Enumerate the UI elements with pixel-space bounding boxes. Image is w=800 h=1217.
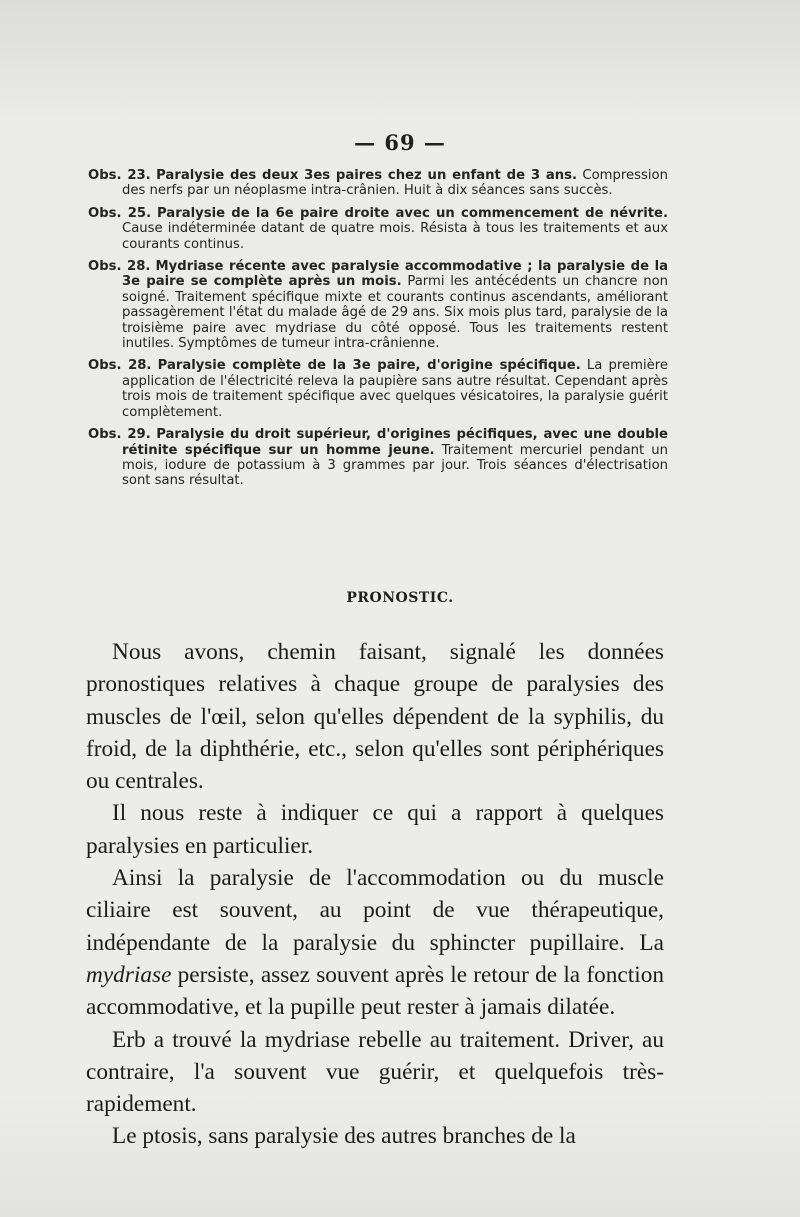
observation-label: Obs. 25. — [88, 205, 152, 221]
paragraph-4: Erb a trouvé la mydriase rebelle au traitement. Driver, au contraire, l'a souvent vue guérir, et quelquefois très-rapidement. — [86, 1026, 664, 1118]
observation-title: Paralysie du droit supérieur, d'origines pécifiques, avec une double rétinite spécifique sur un homme jeune. — [122, 427, 668, 458]
observation-title: Paralysie complète de la 3e paire, d'origine spécifique. — [157, 358, 581, 374]
observation-text: Traitement mercuriel pendant un mois, iodure de potassium à 3 grammes par jour. Trois séances d'électrisation sont sans résultat. — [122, 442, 668, 489]
observation-title: Mydriase récente avec paralysie accommodative ; la paralysie de la 3e paire se complète après un mois. — [122, 259, 668, 290]
body-text — [86, 636, 664, 1153]
observation-text: Parmi les antécédents un chancre non soigné. Traitement spécifique mixte et courants continus ascendants, améliorant passagèrement l'état du malade âgé de 29 ans. Six mois plus tard, paralysie de la troisième paire avec mydriase du côté opposé. Tous les traitements restent inutiles. Symptômes de tumeur intra-crânienne. — [122, 274, 668, 352]
paragraph-1: Nous avons, chemin faisant, signalé les données pronostiques relatives à chaque groupe de paralysies des muscles de l'œil, selon qu'elles dépendent de la syphilis, du froid, de la diphthérie, etc., selon qu'elles sont périphériques ou centrales. — [86, 639, 664, 795]
observation-23 — [88, 168, 668, 199]
paragraph-2: Il nous reste à indiquer ce qui a rapport à quelques paralysies en particulier. — [86, 800, 664, 859]
page-number: — 69 — — [354, 130, 446, 155]
observation-29 — [88, 427, 668, 489]
paragraph-5: Le ptosis, sans paralysie des autres branches de la — [112, 1123, 576, 1150]
observation-title: Paralysie de la 6e paire droite avec un commencement de névrite. — [156, 205, 668, 221]
observation-28a — [88, 259, 668, 351]
observation-label: Obs. 28. — [88, 259, 151, 275]
observation-text: Cause indéterminée datant de quatre mois. Résista à tous les traitements et aux courants continus. — [122, 221, 668, 252]
paragraph-3-start: Ainsi la paralysie de l'accommodation ou du muscle ciliaire est souvent, au point de vue thérapeutique, indépendante de la paralysie du sphincter pupillaire. La — [86, 865, 664, 956]
observation-28b — [88, 358, 668, 420]
observation-label: Obs. 28. — [88, 358, 152, 374]
observation-text: Compression des nerfs par un néoplasme intra-crânien. Huit à dix séances sans succès. — [122, 168, 668, 199]
observation-title: Paralysie des deux 3es paires chez un enfant de 3 ans. — [156, 168, 577, 183]
emphasized-term: mydriase — [86, 961, 172, 988]
paragraph-3 — [86, 862, 664, 1023]
observations-list — [88, 168, 668, 496]
observation-label: Obs. 23. — [88, 168, 151, 183]
observation-label: Obs. 29. — [88, 427, 151, 443]
paragraph-3-end: persiste, assez souvent après le retour de la fonction accommodative, et la pupille peut rester à jamais dilatée. — [86, 961, 664, 1021]
section-heading-pronostic: PRONOSTIC. — [346, 590, 454, 606]
observation-25 — [88, 206, 668, 252]
observation-text: La première application de l'électricité releva la paupière sans autre résultat. Cependant après trois mois de traitement spécifique avec quelques vésicatoires, la paralysie guérit complètement. — [122, 358, 668, 420]
